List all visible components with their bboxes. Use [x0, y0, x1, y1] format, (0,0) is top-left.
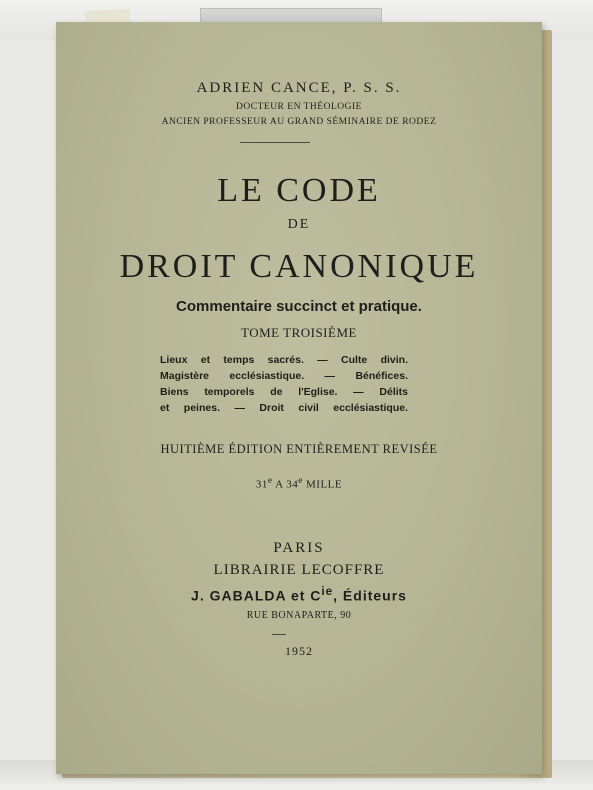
author-degree: DOCTEUR EN THÉOLOGIE	[236, 102, 362, 112]
contents-line: Biens temporels de l'Eglise. — Délits	[160, 386, 408, 398]
print-run-start: 31	[255, 478, 268, 491]
print-run-connector: A	[275, 478, 283, 491]
divider-rule-small	[272, 634, 286, 635]
contents-list	[160, 352, 408, 416]
publisher-name: LIBRAIRIE LECOFFRE	[213, 562, 385, 578]
title-line-2: DE	[287, 217, 311, 232]
print-run	[56, 475, 542, 491]
contents-line: Lieux et temps sacrés. — Culte divin.	[160, 354, 408, 366]
contents-line: et peines. — Droit civil ecclésiastique.	[160, 402, 408, 414]
print-run-start-sup: e	[267, 475, 273, 485]
subtitle: Commentaire succinct et pratique.	[176, 298, 422, 315]
volume-label: TOME TROISIÈME	[241, 325, 357, 340]
publisher-editor-sup: ie	[321, 585, 334, 598]
divider-rule	[240, 142, 310, 143]
book-cover	[56, 22, 542, 774]
publisher-editor	[56, 585, 542, 604]
print-run-end: 34	[286, 478, 299, 491]
print-run-end-sup: e	[298, 475, 303, 485]
print-run-unit: MILLE	[306, 478, 343, 491]
author-name: ADRIEN CANCE, P. S. S.	[196, 80, 402, 96]
publisher-editor-suffix: , Éditeurs	[333, 587, 407, 604]
contents-line: Magistère ecclésiastique. — Bénéfices.	[160, 370, 408, 382]
publisher-address: RUE BONAPARTE, 90	[246, 610, 352, 621]
publisher-editor-name: J. GABALDA et C	[191, 587, 322, 604]
title-line-1: LE CODE	[217, 172, 381, 209]
publication-city: PARIS	[273, 540, 325, 556]
publication-year: 1952	[285, 644, 313, 658]
edition-note: HUITIÈME ÉDITION ENTIÈREMENT REVISÉE	[160, 442, 438, 456]
title-line-3: DROIT CANONIQUE	[119, 248, 479, 285]
author-position: ANCIEN PROFESSEUR AU GRAND SÉMINAIRE DE RODEZ	[161, 117, 437, 127]
